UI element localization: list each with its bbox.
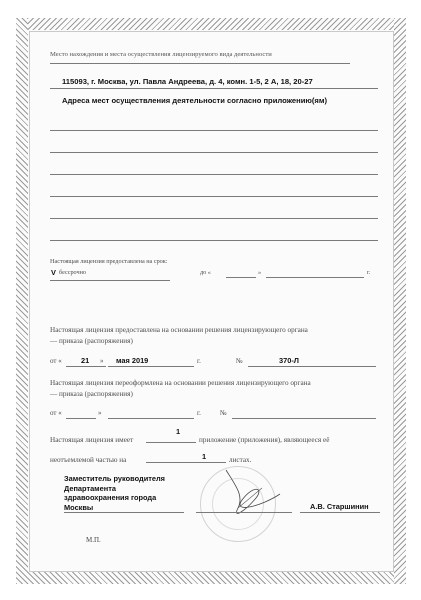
signatory-position — [64, 474, 165, 512]
signatory-position-line: Заместитель руководителя — [64, 474, 165, 483]
signatory-position-line: здравоохранения города — [64, 493, 157, 503]
term-indefinite: бессрочно — [59, 269, 87, 276]
location-label: Место нахождения и места осуществления лицензируемого вида деятельности — [50, 51, 272, 58]
basis-day: 21 — [81, 356, 90, 365]
basis-number-label: № — [236, 357, 243, 365]
term-year-suffix: г. — [367, 269, 371, 276]
signature-rule — [196, 512, 292, 513]
reissue-year-suffix: г. — [197, 409, 201, 417]
reissue-from: от « — [50, 409, 62, 417]
reissue-label-2: — приказа (распоряжения) — [50, 390, 133, 398]
basis-from: от « — [50, 357, 62, 365]
appendix-line1-start: Настоящая лицензия имеет — [50, 436, 134, 444]
basis-year-suffix: г. — [197, 357, 201, 365]
appendix-address-note: Адреса мест осуществления деятельности согласно приложению(ям) — [62, 96, 327, 105]
appendix-count: 1 — [176, 427, 181, 436]
signatory-position-line: Москвы — [64, 502, 94, 512]
signatory-position-line: Департамента — [64, 483, 116, 493]
basis-label-1: Настоящая лицензия предоставлена на основании решения лицензирующего органа — [50, 326, 308, 334]
appendix-line1-end: приложение (приложения), являющееся её — [199, 436, 330, 444]
signatory-name: А.В. Старшинин — [310, 502, 369, 511]
position-rule — [64, 512, 184, 513]
basis-quote: » — [100, 357, 104, 365]
term-label: Настоящая лицензия предоставлена на срок: — [50, 258, 168, 265]
term-checkmark: V — [51, 268, 56, 277]
appendix-line2-end: листах. — [229, 456, 252, 464]
reissue-number-label: № — [220, 409, 227, 417]
license-address: 115093, г. Москва, ул. Павла Андреева, д. 4, комн. 1-5, 2 А, 18, 20-27 — [62, 77, 313, 86]
term-until: до « — [200, 269, 211, 276]
basis-month-year: мая 2019 — [116, 356, 149, 365]
basis-number: 370-Л — [279, 356, 299, 365]
basis-label-2: — приказа (распоряжения) — [50, 337, 133, 345]
appendix-sheets: 1 — [202, 452, 207, 461]
appendix-line2-start: неотъемлемой частью на — [50, 456, 127, 464]
name-rule — [300, 512, 380, 513]
seal-placeholder: М.П. — [86, 536, 101, 544]
reissue-label-1: Настоящая лицензия переоформлена на основании решения лицензирующего органа — [50, 379, 311, 387]
reissue-quote: » — [98, 409, 102, 417]
term-quote: » — [258, 269, 262, 276]
